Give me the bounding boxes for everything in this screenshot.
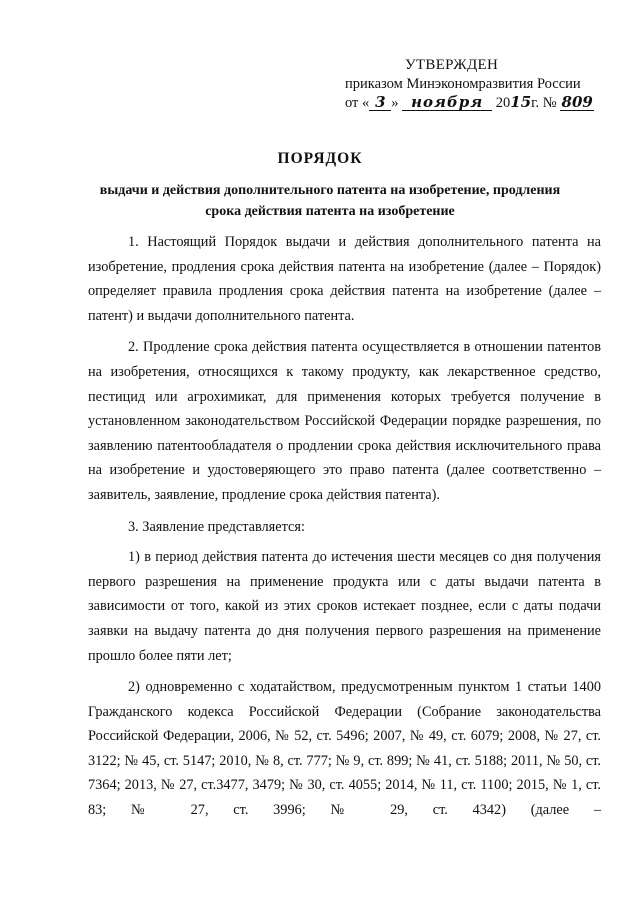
number-label: № [542,95,557,111]
handwritten-number: 809 [561,93,593,111]
paragraph-1: 1. Настоящий Порядок выдачи и действия дополнительного патента на изобретение, продления срока действия патента на изобретение (далее – Порядок) определяет правила продления срока действия патента на изобретение (далее – патент) и выдачи дополнительного патента. [88,234,601,324]
year-prefix: 20 [495,95,511,111]
paragraph-2: 2. Продление срока действия патента осуществляется в отношении патентов на изобретения, относящихся к такому продукту, как лекарственное средство, пестицид или агрохимикат, для применения которых требуется получение в установленном законодательством Российской Федерации порядке разрешения, по заявлению патентообладателя о продлении срока действия исключительного права на изобретение и удостоверяющего это право патента (далее соответственно – заявитель, заявление, продление срока действия патента). [88,339,601,503]
document-subtitle [60,180,600,222]
approval-title: УТВЕРЖДЕН [405,57,499,73]
date-close: » [391,95,399,111]
handwritten-year: 15 [510,93,532,111]
document-body [88,230,601,823]
paragraph-3: 3. Заявление представляется: [128,518,305,535]
handwritten-day: 3 [369,94,391,111]
approval-date-line [345,94,615,116]
handwritten-month: ноября [402,94,492,111]
year-suffix: г. [531,95,540,111]
subtitle-line-2: срока действия патента на изобретение [205,204,455,219]
paragraph-3-item-2: 2) одновременно с ходатайством, предусмотренным пунктом 1 статьи 1400 Гражданского кодекса Российской Федерации (Собрание законодательства Российской Федерации, 2006, № 52, ст. 5496; 2007, № 49, ст. 6079; 2008, № 27, ст. 3122; № 45, ст. 5147; 2010, № 8, ст. 777; № 9, ст. 899; № 41, ст. 5188; 2011, № 50, ст. 7364; 2013, № 27, ст.3477, 3479; № 30, ст. 4055; 2014, № 11, ст. 1100; 2015, № 1, ст. 83; № 27, ст. 3996; № 29, ст. 4342) (далее – [88,679,601,819]
paragraph-3-item-1: 1) в период действия патента до истечения шести месяцев со дня получения первого разрешения на применение продукта или с даты выдачи патента в зависимости от того, какой из этих сроков истекает позднее, если с даты подачи заявки на выдачу патента до дня получения первого разрешения на применение прошло более пяти лет; [88,549,601,664]
date-prefix: от « [345,95,370,111]
approval-order: приказом Минэкономразвития России [345,76,581,92]
subtitle-line-1: выдачи и действия дополнительного патента на изобретение, продления [99,183,561,198]
approval-stamp [345,56,615,116]
document-title: ПОРЯДОК [277,150,363,167]
